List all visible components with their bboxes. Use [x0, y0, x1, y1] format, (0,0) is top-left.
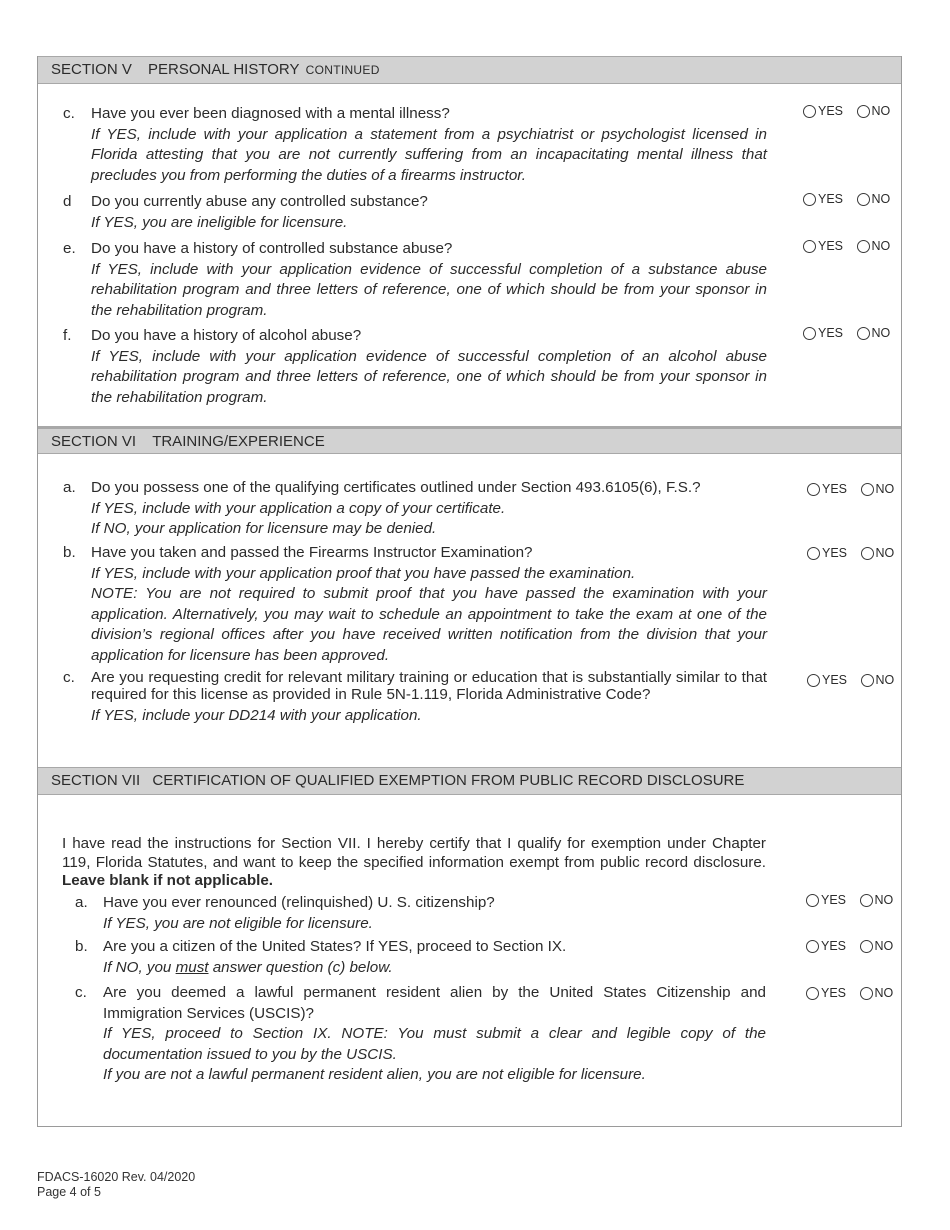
no-radio[interactable]: NO — [857, 238, 891, 254]
question-label: f. — [63, 327, 72, 344]
radio-icon — [861, 674, 874, 687]
radio-icon — [806, 987, 819, 1000]
yes-radio[interactable]: YES — [807, 481, 847, 497]
question-note: If YES, you are not eligible for licensure. — [103, 914, 373, 932]
certification-bold-text: Leave blank if not applicable. — [62, 872, 273, 889]
yes-no-v-e — [803, 238, 890, 257]
radio-icon — [806, 940, 819, 953]
radio-icon — [857, 240, 870, 253]
yes-radio[interactable]: YES — [806, 985, 846, 1001]
section-vi-header — [38, 426, 901, 454]
section-number: SECTION V — [51, 61, 132, 78]
yes-radio[interactable]: YES — [806, 892, 846, 908]
no-radio[interactable]: NO — [860, 985, 894, 1001]
form-id: FDACS-16020 Rev. 04/2020 — [37, 1170, 196, 1184]
radio-icon — [807, 674, 820, 687]
section-number: SECTION VII — [51, 772, 141, 789]
yes-radio[interactable]: YES — [803, 191, 843, 207]
yes-no-vii-c — [806, 985, 893, 1004]
question-note: If YES, include with your application evidence of successful completion of an alcohol abuse rehabilitation program and three letters of reference, one of which should be from your sponsor in the rehabilitation program. — [91, 347, 767, 406]
radio-icon — [803, 105, 816, 118]
yes-no-v-d — [803, 191, 890, 210]
question-text: Are you a citizen of the United States? If YES, proceed to Section IX. — [103, 938, 567, 955]
no-radio[interactable]: NO — [857, 325, 891, 341]
radio-icon — [806, 894, 819, 907]
radio-icon — [857, 105, 870, 118]
no-radio[interactable]: NO — [861, 481, 895, 497]
yes-radio[interactable]: YES — [807, 545, 847, 561]
question-text: Have you ever renounced (relinquished) U. S. citizenship? — [103, 894, 495, 911]
radio-icon — [861, 547, 874, 560]
question-text: Have you ever been diagnosed with a mental illness? — [91, 105, 450, 122]
radio-icon — [861, 483, 874, 496]
certification-text: I have read the instructions for Section VII. I hereby certify that I qualify for exemption under Chapter 119, Florida Statutes, and want to keep the specified information exempt from public record disclosure. — [62, 835, 766, 871]
yes-no-v-c — [803, 103, 890, 122]
radio-icon — [860, 940, 873, 953]
question-note: If YES, you are ineligible for licensure. — [91, 213, 348, 231]
question-text: Do you currently abuse any controlled substance? — [91, 193, 428, 210]
no-radio[interactable]: NO — [861, 545, 895, 561]
yes-radio[interactable]: YES — [807, 672, 847, 688]
radio-icon — [807, 547, 820, 560]
question-label: b. — [75, 938, 88, 955]
question-text: Are you requesting credit for relevant military training or education that is substantially similar to that required for this license as provided in Rule 5N-1.119, Florida Administrative Code? — [91, 669, 767, 703]
question-note: NOTE: You are not required to submit proof that you have passed the examination with your application. Alternatively, you may wait to schedule an appointment to take the exam at one of the division’s regional offices after you have received written notification from the division that your application for licensure has been approved. — [91, 585, 767, 664]
question-label: c. — [63, 669, 75, 686]
question-note: If YES, include with your application a statement from a psychiatrist or psychologist licensed in Florida attesting that you are not currently suffering from an incapacitating mental illness that precludes you from performing the duties of a firearms instructor. — [91, 125, 767, 184]
question-note: If YES, include with your application proof that you have passed the examination. — [91, 564, 636, 582]
section-title: TRAINING/EXPERIENCE — [152, 433, 325, 450]
question-label: c. — [63, 105, 75, 122]
question-note: If YES, include with your application evidence of successful completion of a substance abuse rehabilitation program and three letters of reference, one of which should be from your sponsor in the rehabilitation program. — [91, 260, 767, 319]
no-radio[interactable]: NO — [860, 892, 894, 908]
radio-icon — [857, 327, 870, 340]
question-note: If YES, include with your application a copy of your certificate. — [91, 499, 506, 517]
no-radio[interactable]: NO — [860, 938, 894, 954]
question-label: d — [63, 193, 72, 210]
question-note: If YES, include your DD214 with your application. — [91, 707, 422, 724]
question-label: a. — [63, 479, 76, 496]
radio-icon — [857, 193, 870, 206]
yes-no-vi-b — [807, 545, 894, 564]
section-vii-header — [38, 767, 901, 795]
radio-icon — [803, 327, 816, 340]
question-text: Do you have a history of controlled substance abuse? — [91, 240, 453, 257]
radio-icon — [860, 894, 873, 907]
yes-radio[interactable]: YES — [803, 103, 843, 119]
radio-icon — [803, 193, 816, 206]
question-label: b. — [63, 544, 76, 561]
yes-radio[interactable]: YES — [803, 238, 843, 254]
question-note: If NO, your application for licensure may be denied. — [91, 520, 437, 538]
no-radio[interactable]: NO — [857, 191, 891, 207]
question-note: If NO, you must answer question (c) below. — [103, 958, 393, 976]
question-text: Have you taken and passed the Firearms Instructor Examination? — [91, 544, 533, 561]
section-title: PERSONAL HISTORY — [148, 61, 300, 78]
question-label: a. — [75, 894, 88, 911]
yes-no-vi-c — [807, 672, 894, 691]
question-note: If YES, proceed to Section IX. NOTE: You must submit a clear and legible copy of the documentation issued to you by the USCIS. — [103, 1025, 766, 1063]
page-footer — [37, 1170, 195, 1200]
question-label: c. — [75, 984, 87, 1001]
yes-radio[interactable]: YES — [803, 325, 843, 341]
radio-icon — [807, 483, 820, 496]
no-radio[interactable]: NO — [861, 672, 895, 688]
section-number: SECTION VI — [51, 433, 137, 450]
page-number: Page 4 of 5 — [37, 1185, 101, 1199]
must-emphasis: must — [175, 958, 209, 976]
radio-icon — [803, 240, 816, 253]
yes-no-vii-b — [806, 938, 893, 957]
section-title: CERTIFICATION OF QUALIFIED EXEMPTION FROM PUBLIC RECORD DISCLOSURE — [152, 772, 745, 789]
yes-radio[interactable]: YES — [806, 938, 846, 954]
question-text: Do you have a history of alcohol abuse? — [91, 327, 362, 344]
certification-paragraph — [62, 835, 766, 891]
radio-icon — [860, 987, 873, 1000]
question-note: If you are not a lawful permanent resident alien, you are not eligible for licensure. — [103, 1066, 646, 1084]
no-radio[interactable]: NO — [857, 103, 891, 119]
question-text: Do you possess one of the qualifying certificates outlined under Section 493.6105(6), F.S.? — [91, 479, 701, 496]
question-label: e. — [63, 240, 76, 257]
question-text: Are you deemed a lawful permanent resident alien by the United States Citizenship and Immigration Services (USCIS)? — [103, 984, 766, 1022]
yes-no-v-f — [803, 325, 890, 344]
continued-label: CONTINUED — [305, 63, 380, 77]
section-v-header — [38, 56, 901, 84]
yes-no-vii-a — [806, 892, 893, 911]
yes-no-vi-a — [807, 481, 894, 500]
